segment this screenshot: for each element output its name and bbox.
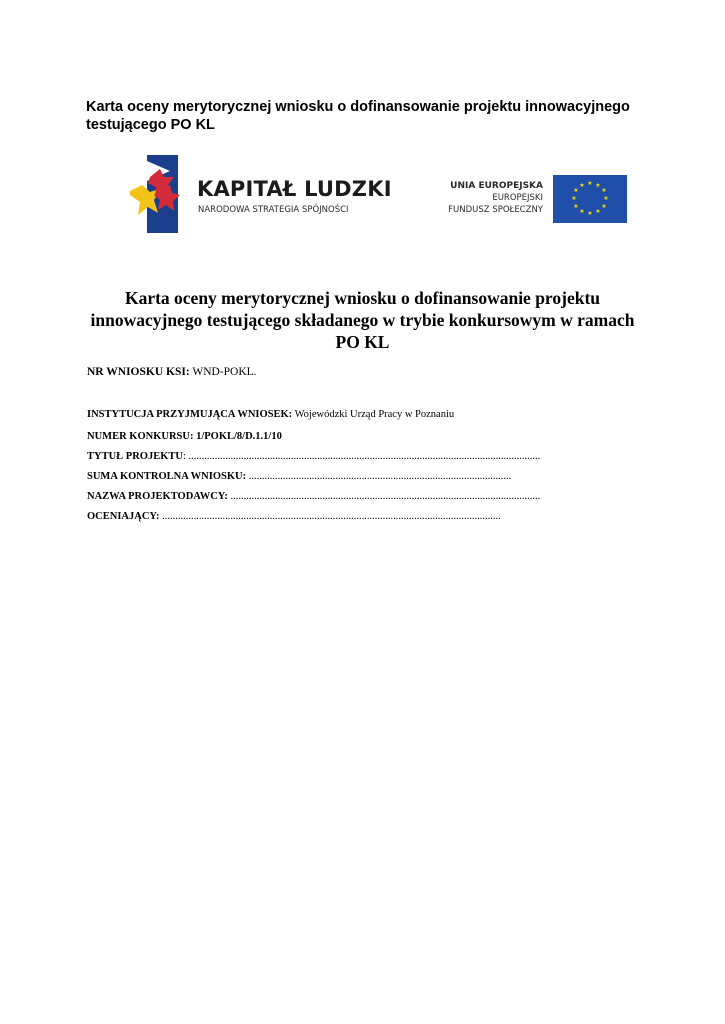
eu-line1: UNIA EUROPEJSKA xyxy=(450,181,543,191)
kapital-ludzki-title: KAPITAŁ LUDZKI xyxy=(197,177,392,201)
svg-text:★: ★ xyxy=(579,182,585,189)
eu-logo-text xyxy=(448,180,543,216)
field-tytul-value: : ...................................................................................................................................... xyxy=(182,451,541,462)
field-numer-konkursu xyxy=(87,430,282,443)
field-nr-wniosku-value: WND-POKL. xyxy=(189,366,257,378)
field-instytucja xyxy=(87,408,454,421)
eu-line3: FUNDUSZ SPOŁECZNY xyxy=(448,205,543,215)
eu-line2: EUROPEJSKI xyxy=(492,193,543,203)
svg-text:★: ★ xyxy=(573,187,579,194)
svg-text:★: ★ xyxy=(587,210,593,217)
document-title-line1: Karta oceny merytorycznej wniosku o dofinansowanie projektu xyxy=(124,288,601,308)
kapital-ludzki-subtitle: NARODOWA STRATEGIA SPÓJNOŚCI xyxy=(198,205,349,215)
document-title-line2: innowacyjnego testującego składanego w trybie konkursowym w ramach xyxy=(90,310,635,330)
field-oceniajacy-label: OCENIAJĄCY: xyxy=(87,511,160,522)
field-nazwa-projektodawcy xyxy=(87,490,540,503)
svg-text:★: ★ xyxy=(603,195,609,202)
field-suma-kontrolna xyxy=(87,470,511,483)
page-header-line1: Karta oceny merytorycznej wniosku o dofinansowanie projektu innowacyjnego xyxy=(86,99,630,115)
kapital-ludzki-emblem-icon xyxy=(130,155,196,235)
field-tytul-label: TYTUŁ PROJEKTU xyxy=(87,451,183,462)
eu-logo xyxy=(432,175,627,223)
svg-text:★: ★ xyxy=(579,208,585,215)
field-instytucja-value: Wojewódzki Urząd Pracy w Poznaniu xyxy=(292,409,455,420)
svg-text:★: ★ xyxy=(571,195,577,202)
field-tytul-projektu xyxy=(87,450,540,463)
field-oceniajacy xyxy=(87,510,501,523)
kapital-ludzki-logo xyxy=(130,155,392,235)
field-instytucja-label: INSTYTUCJA PRZYJMUJĄCA WNIOSEK: xyxy=(87,409,293,420)
page-header-line2: testującego PO KL xyxy=(86,117,215,133)
eu-flag-icon xyxy=(553,175,627,223)
field-nazwa-value: ...................................................................................................................... xyxy=(227,491,541,502)
field-oceniajacy-value: ................................................................................................................................. xyxy=(159,511,501,522)
svg-text:★: ★ xyxy=(595,182,601,189)
svg-text:★: ★ xyxy=(573,203,579,210)
svg-text:★: ★ xyxy=(601,203,607,210)
svg-text:★: ★ xyxy=(587,180,593,187)
field-suma-label: SUMA KONTROLNA WNIOSKU: xyxy=(87,471,247,482)
document-title xyxy=(80,287,645,353)
field-nazwa-label: NAZWA PROJEKTODAWCY: xyxy=(87,491,228,502)
field-numer-konkursu-label: NUMER KONKURSU: 1/POKL/8/D.1.1/10 xyxy=(87,431,282,442)
field-nr-wniosku-label: NR WNIOSKU KSI: xyxy=(87,366,190,378)
field-suma-value: .................................................................................................... xyxy=(246,471,512,482)
page-header xyxy=(86,98,646,134)
field-nr-wniosku xyxy=(87,366,257,379)
document-title-line3: PO KL xyxy=(335,332,390,352)
svg-text:★: ★ xyxy=(595,208,601,215)
svg-text:★: ★ xyxy=(601,187,607,194)
